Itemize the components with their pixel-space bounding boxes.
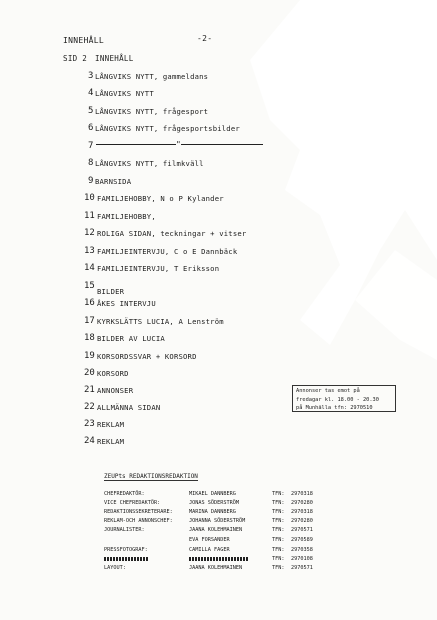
page-number: -2- (197, 34, 213, 43)
toc-entry: BILDER (97, 287, 125, 296)
toc-page-number: 5 (88, 106, 94, 116)
blank-line (96, 144, 176, 145)
toc-page-number: 24 (84, 436, 95, 446)
staff-phone: 2970280 (291, 500, 313, 506)
toc-page-number: 6 (88, 123, 94, 133)
staff-heading: ZEUPts REDAKTIONSREDAKTION (104, 473, 198, 480)
toc-page-number: 8 (88, 158, 94, 168)
phone-label: TFN: (272, 556, 285, 562)
staff-name: JAANA KOLEHMAINEN (189, 565, 243, 571)
phone-label: TFN: (272, 500, 285, 506)
staff-role: PRESSFOTOGRAF: (104, 547, 148, 553)
staff-phone: 2970108 (291, 556, 313, 562)
toc-entry: LÅNGVIKS NYTT (95, 89, 154, 98)
staff-phone: 2970571 (291, 527, 313, 533)
toc-entry: FAMILJEHOBBY, N o P Kylander (97, 194, 224, 203)
toc-entry: LÅNGVIKS NYTT, gammeldans (95, 72, 209, 81)
toc-page-number: 16 (84, 298, 95, 308)
toc-entry: BARNSIDA (95, 177, 132, 186)
toc-heading-label: SID 2 (63, 54, 88, 63)
toc-entry: REKLAM (97, 420, 125, 429)
staff-name: JONAS SÖDERSTRÖM (189, 500, 239, 506)
ad-notice-line: fredagar kl. 18.00 - 20.30 (296, 396, 379, 403)
staff-role: REKLAM-OCH ANNONSCHEF: (104, 518, 173, 524)
struck-out-name (189, 557, 249, 561)
phone-label: TFN: (272, 509, 285, 515)
toc-page-number: 22 (84, 402, 95, 412)
toc-page-number: 19 (84, 351, 95, 361)
toc-entry: BILDER AV LUCIA (97, 334, 165, 343)
toc-entry: LÅNGVIKS NYTT, frågesportsbilder (95, 124, 240, 133)
ad-notice-box (292, 385, 396, 412)
struck-out-role (104, 557, 148, 561)
staff-phone: 2970358 (291, 547, 313, 553)
toc-page-number: 14 (84, 263, 95, 273)
toc-entry: FAMILJEINTERVJU, C o E Dannbäck (97, 247, 238, 256)
phone-label: TFN: (272, 547, 285, 553)
toc-entry: KYRKSLÄTTS LUCIA, A Lenström (97, 317, 224, 326)
toc-entry: REKLAM (97, 437, 125, 446)
staff-role: CHEFREDAKTÖR: (104, 491, 145, 497)
toc-page-number: 4 (88, 88, 94, 98)
toc-page-number: 11 (84, 211, 95, 221)
staff-phone: 2970571 (291, 565, 313, 571)
ad-notice-line: Annonser tas emot på (296, 388, 360, 394)
ditto-mark: " (176, 140, 181, 149)
toc-page-number: 13 (84, 246, 95, 256)
toc-heading-text: INNEHÅLL (95, 54, 134, 63)
phone-label: TFN: (272, 565, 285, 571)
toc-page-number: 7 (88, 141, 94, 151)
toc-page-number: 17 (84, 316, 95, 326)
blank-line (181, 144, 263, 145)
staff-name: JAANA KOLEHMAINEN (189, 527, 243, 533)
toc-entry: KORSORD (97, 369, 129, 378)
staff-phone: 2970280 (291, 518, 313, 524)
document-title: INNEHÅLL (63, 36, 104, 45)
staff-role: REDAKTIONSSEKRETERARE: (104, 509, 173, 515)
staff-phone: 2970589 (291, 537, 313, 543)
staff-name: EVA FORSANDER (189, 537, 230, 543)
staff-role: LAYOUT: (104, 565, 126, 571)
phone-label: TFN: (272, 518, 285, 524)
staff-name: MARINA DANNBERG (189, 509, 236, 515)
toc-page-number: 15 (84, 281, 95, 291)
toc-page-number: 9 (88, 176, 94, 186)
toc-entry: ÅKES INTERVJU (97, 299, 156, 308)
toc-entry: LÅNGVIKS NYTT, filmkväll (95, 159, 204, 168)
toc-entry: KORSORDSSVAR + KORSORD (97, 352, 197, 361)
toc-entry-blank (96, 140, 263, 149)
staff-role: JOURNALISTER: (104, 527, 145, 533)
toc-page-number: 10 (84, 193, 95, 203)
toc-page-number: 12 (84, 228, 95, 238)
phone-label: TFN: (272, 527, 285, 533)
ad-notice-line: på Munhälla tfn: 2970510 (296, 405, 373, 411)
toc-entry: ANNONSER (97, 386, 134, 395)
staff-phone: 2970318 (291, 509, 313, 515)
toc-page-number: 20 (84, 368, 95, 378)
toc-page-number: 23 (84, 419, 95, 429)
toc-entry: LÅNGVIKS NYTT, frågesport (95, 107, 209, 116)
staff-name: JOHANNA SÖDERSTRÖM (189, 518, 246, 524)
toc-entry: ROLIGA SIDAN, teckningar + vitser (97, 229, 247, 238)
phone-label: TFN: (272, 537, 285, 543)
staff-name: MIKAEL DANNBERG (189, 491, 236, 497)
toc-page-number: 18 (84, 333, 95, 343)
phone-label: TFN: (272, 491, 285, 497)
staff-phone: 2970318 (291, 491, 313, 497)
toc-entry: ALLMÄNNA SIDAN (97, 403, 161, 412)
toc-entry: FAMILJEINTERVJU, T Eriksson (97, 264, 220, 273)
toc-entry: FAMILJEHOBBY, (97, 212, 156, 221)
staff-name: CAMILLA FAGER (189, 547, 230, 553)
toc-page-number: 21 (84, 385, 95, 395)
staff-role: VICE CHEFREDAKTÖR: (104, 500, 161, 506)
toc-page-number: 3 (88, 71, 94, 81)
